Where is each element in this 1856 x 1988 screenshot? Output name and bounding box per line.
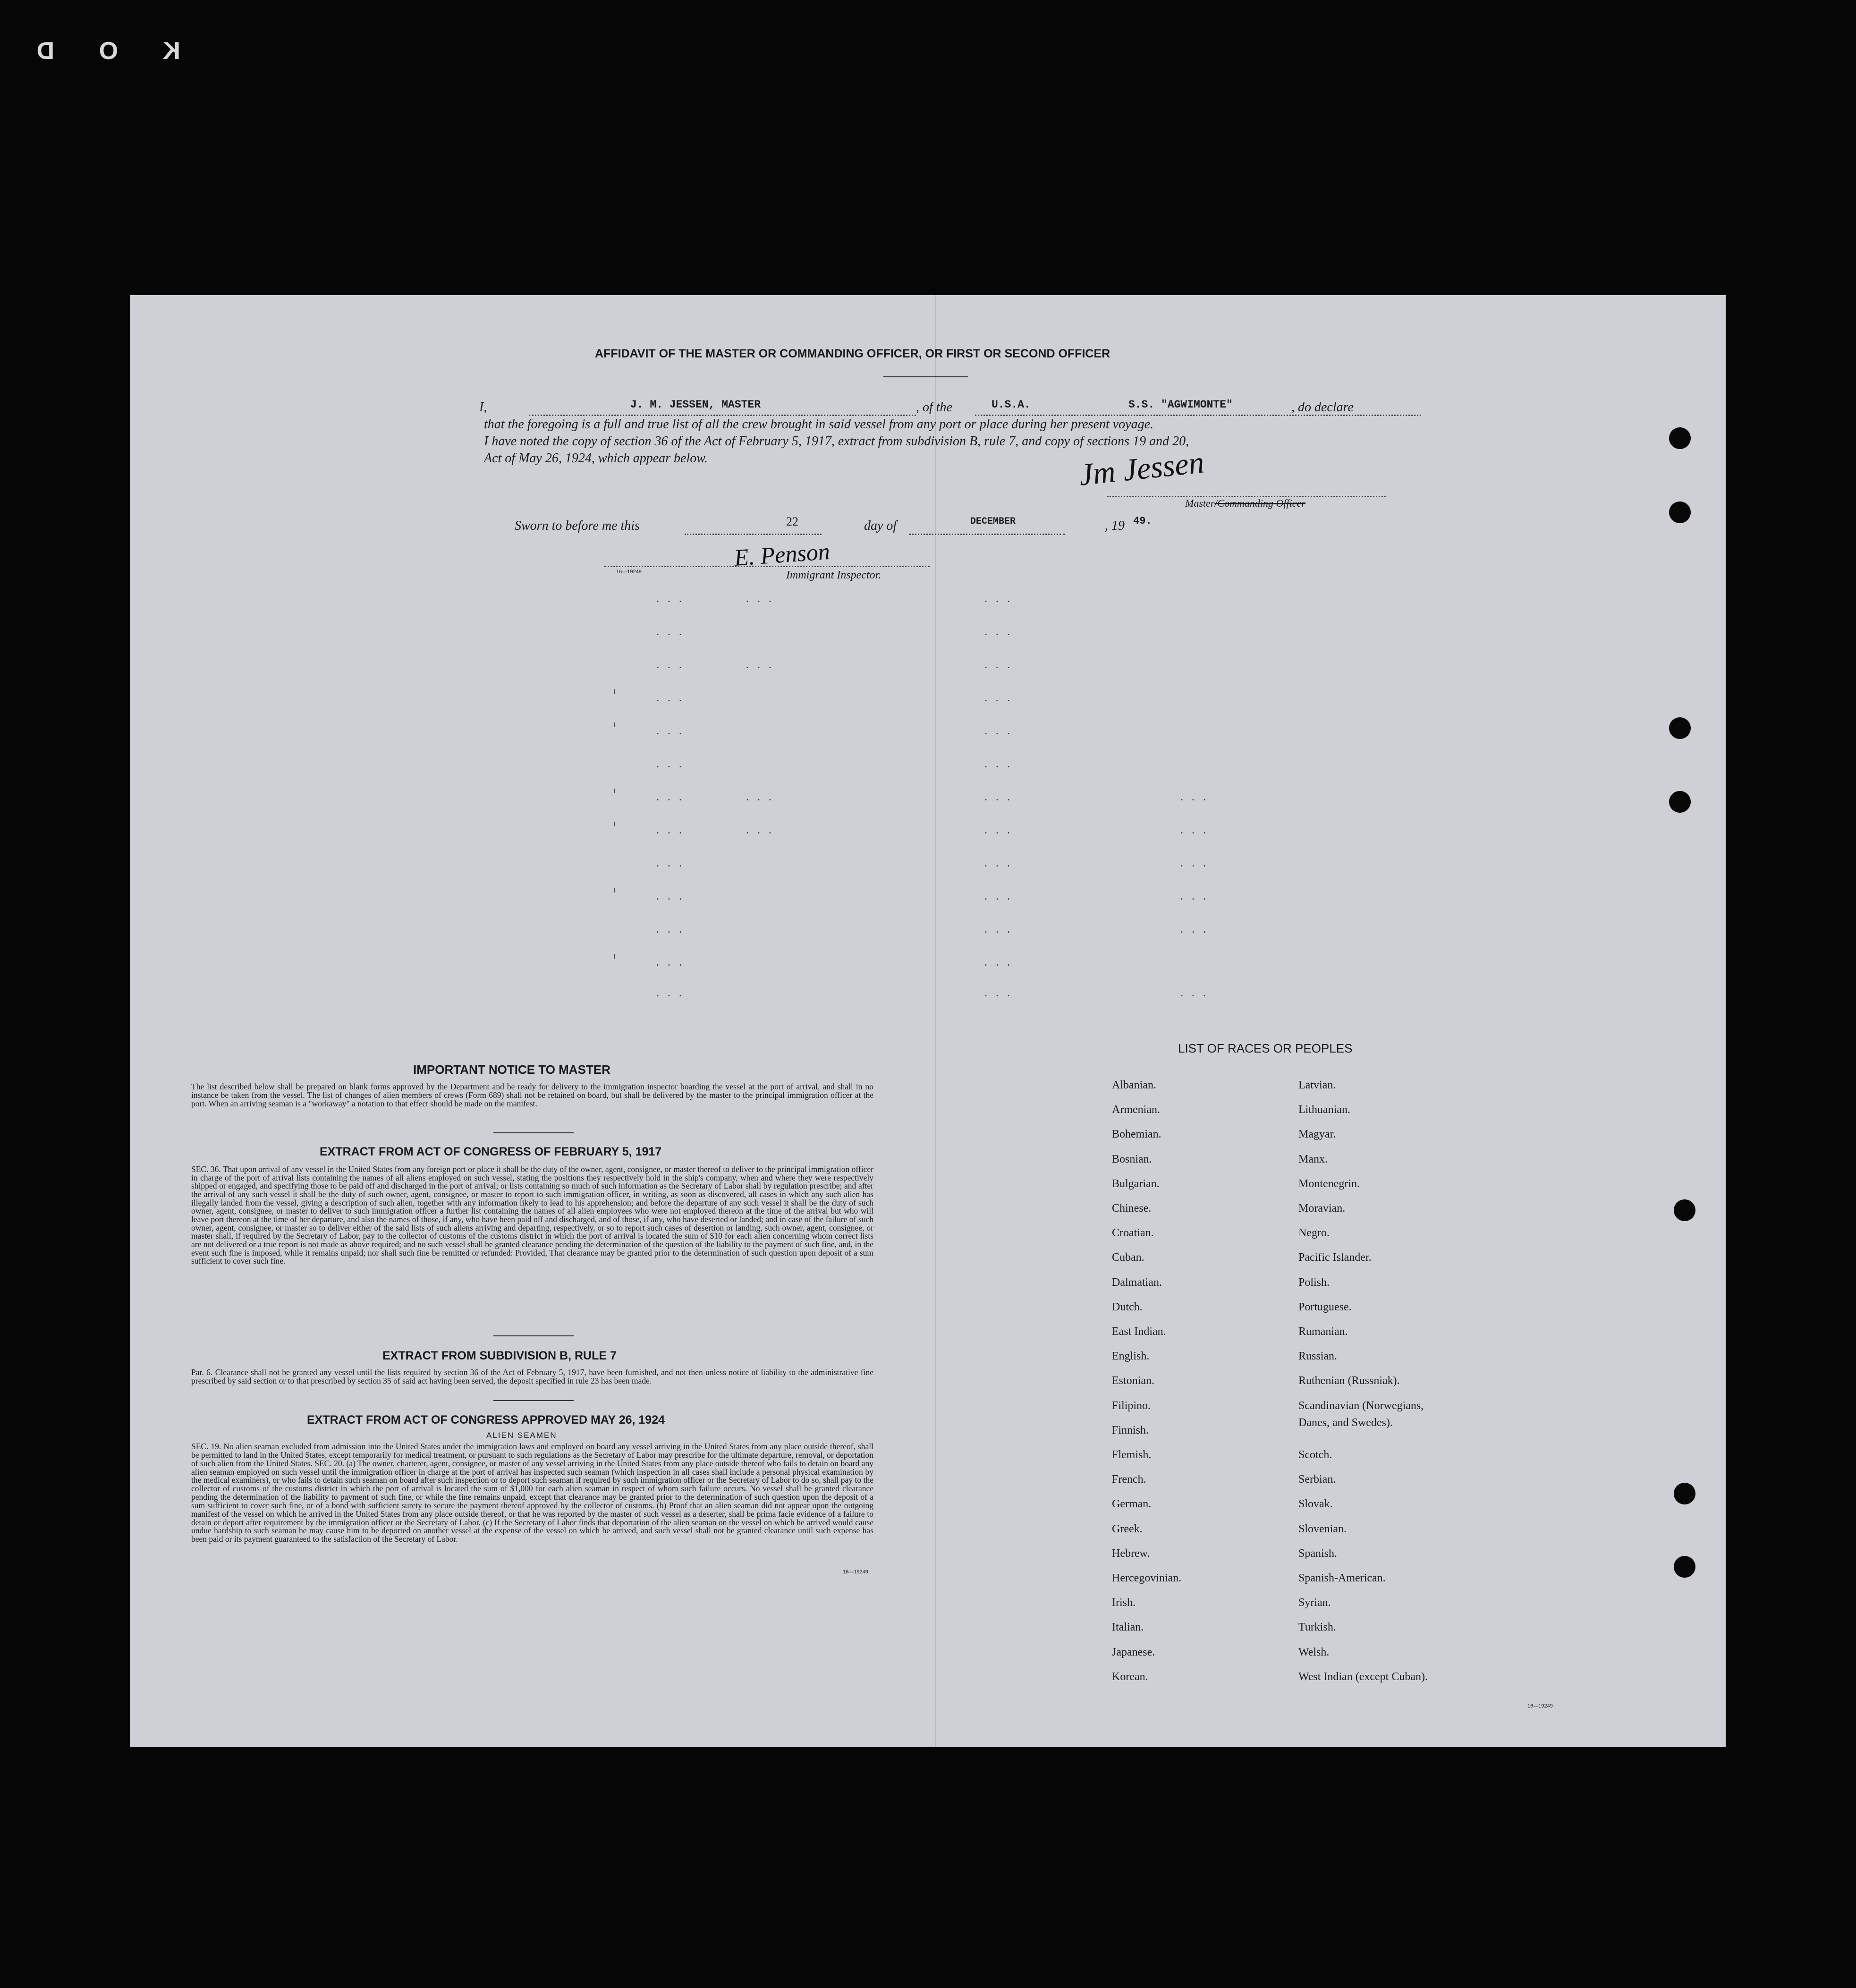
race-item: Magyar.: [1298, 1128, 1336, 1141]
vessel-name-value: S.S. "AGWIMONTE": [1128, 399, 1233, 411]
nationality-value: U.S.A.: [992, 399, 1031, 411]
race-item: Welsh.: [1298, 1646, 1330, 1658]
extract-1917-text: SEC. 36. That upon arrival of any vessel in the United States from any foreign port or place it shall be the duty of the owner, agent, consignee, or master thereof to deliver to the principal immigration officer in charge of the port of arrival lists containing the names of all aliens employed on such vessel, stating the positions they respectively hold in the ship's company, when and where they were respectively shipped or engaged, and specifying those to be paid off and discharged in the port of arrival; or lists containing so much of such information as the Secretary of Labor shall by regulation prescribe; and after the arrival of any such vessel it shall be the duty of such owner, agent, consignee, or master to report to such immigration officer, in writing, as soon as discovered, all cases in which any such alien has illegally landed from the vessel, giving a description of such alien, together with any information likely to lead to his apprehension; and before the departure of any such vessel it shall be the duty of such owner, agent, consignee, or master to deliver to such immigration officer a further list containing the names of all alien employees who were not employed thereon at the time of the arrival but who will leave port thereon at the time of her departure, and also the names of those, if any, who have been paid off and discharged, and of those, if any, who have deserted or landed; and in case of the failure of such owner, agent, consignee, or master so to deliver either of the said lists of such aliens arriving and departing, respectively, or so to report such cases of desertion or landing, such owner, agent, consignee, or master shall, if required by the Secretary of Labor, pay to the collector of customs of the customs district in which the port of arrival is located the sum of $10 for each alien concerning whom correct lists are not delivered or a true report is not made as above required; and no such vessel shall be granted clearance pending the determination of the question of the liability to the payment of such fine, and, in the event such fine is imposed, while it remains unpaid; nor shall such fine be remitted or refunded: Provided, That clearance may be granted prior to the determination of such question upon deposit of a sum sufficient to cover such fine.: [191, 1164, 873, 1266]
row-marks: . . .: [656, 692, 685, 704]
race-item: Slovak.: [1298, 1498, 1333, 1511]
extract-1924-text: SEC. 19. No alien seaman excluded from admission into the United States under the immigration laws and employed on board any vessel arriving in the United States from any place outside thereof, shall be permitted to land in the United States, except temporarily for medical treatment, or pursuant to such regulations as the Secretary of Labor may prescribe for the ultimate departure, removal, or deportation of such alien from the United States. SEC. 20. (a) The owner, charterer, agent, consignee, or master of any vessel arriving in the United States from any place outside thereof who fails to detain on board any alien seaman employed on such vessel until the immigration officer in charge at the port of arrival has inspected such seaman (which inspection in all cases shall include a personal physical examination by the medical examiners), or who fails to detain such seaman on board after such inspection or to deport such seaman if required by such immigration officer or the Secretary of Labor to do so, shall pay to the collector of customs of the customs district in which the port of arrival is located the sum of $1,000 for each alien seaman in respect of whom such failure occurs. No vessel shall be granted clearance pending the determination of the liability to payment of such fine, or while the fine remains unpaid, except that clearance may be granted prior to the determination of such question upon the deposit of a sum sufficient to cover such fine, or of a bond with sufficient surety to secure the payment thereof approved by the collector of customs. (b) Proof that an alien seaman did not appear upon the outgoing manifest of the vessel on which he arrived in the United States from any place outside thereof, or that he was reported by the master of such vessel as a deserter, shall be prima facie evidence of a failure to detain or deport after requirement by the immigration officer or the Secretary of Labor. (c) If the Secretary of Labor finds that deportation of the alien seaman on the vessel on which he arrived would cause undue hardship to such seaman he may cause him to be deported on another vessel at the expense of the vessel on which he arrived, and such vessel shall not be granted clearance until such expense has been paid or its payment guaranteed to the satisfaction of the Secretary of Labor.: [191, 1442, 873, 1544]
row-marks: . . .: [656, 626, 685, 638]
race-item: Russian.: [1298, 1350, 1338, 1363]
sworn-label: Sworn to before me this: [515, 518, 640, 533]
vessel-line: [975, 415, 1421, 416]
race-item: Latvian.: [1298, 1079, 1336, 1091]
affidavit-form-number: 16—19249: [616, 569, 642, 575]
extract-rule7-rule: [493, 1400, 574, 1401]
races-title: LIST OF RACES OR PEOPLES: [1178, 1041, 1353, 1055]
race-item: Rumanian.: [1298, 1325, 1348, 1338]
race-item: Syrian.: [1298, 1597, 1331, 1609]
row-marks: . . .: [746, 593, 774, 605]
race-item: Moravian.: [1298, 1202, 1346, 1215]
race-item: Ruthenian (Russniak).: [1298, 1375, 1400, 1387]
sworn-month-line: [909, 534, 1065, 535]
race-item: Turkish.: [1298, 1621, 1336, 1634]
row-marks: . . .: [656, 593, 685, 605]
row-marks: . . .: [984, 593, 1013, 605]
manifest-sheet: [130, 295, 1726, 1747]
races-form-number: 16—19249: [1527, 1703, 1553, 1709]
race-item: Filipino.: [1112, 1399, 1151, 1412]
inspector-line: [604, 566, 930, 567]
column-tick: [614, 954, 615, 959]
row-marks: . . .: [984, 987, 1013, 999]
row-marks: . . .: [1180, 824, 1209, 836]
row-marks: . . .: [656, 923, 685, 935]
race-item: Lithuanian.: [1298, 1104, 1350, 1116]
extract-1917-title: EXTRACT FROM ACT OF CONGRESS OF FEBRUARY 5, 1917: [320, 1145, 662, 1158]
row-marks: . . .: [656, 956, 685, 969]
column-tick: [614, 689, 615, 694]
punch-hole: [1669, 501, 1691, 523]
column-tick: [614, 722, 615, 727]
of-the-label: , of the: [916, 400, 952, 415]
race-item: Spanish-American.: [1298, 1572, 1386, 1584]
row-marks: . . .: [984, 725, 1013, 737]
master-caption-struck: /Commanding Officer: [1214, 497, 1305, 509]
race-item: Armenian.: [1112, 1104, 1160, 1116]
row-marks: . . .: [984, 956, 1013, 969]
inspector-signature: E. Penson: [733, 537, 831, 571]
row-marks: . . .: [656, 758, 685, 770]
race-item: Cuban.: [1112, 1251, 1144, 1264]
race-item: Hebrew.: [1112, 1547, 1150, 1560]
race-item: Bohemian.: [1112, 1128, 1161, 1141]
race-item: Scandinavian (Norwegians,: [1298, 1399, 1424, 1412]
race-item: Japanese.: [1112, 1646, 1155, 1658]
sworn-day-value: 22: [786, 515, 798, 528]
affidavit-text-line-3: I have noted the copy of section 36 of the Act of February 5, 1917, extract from subdivision B, rule 7, and copy of sections 19 and 20,: [484, 434, 1189, 449]
race-item: Negro.: [1298, 1227, 1330, 1240]
row-marks: . . .: [1180, 890, 1209, 902]
row-marks: . . .: [984, 824, 1013, 836]
row-marks: . . .: [656, 725, 685, 737]
affidavit-text-line-2: that the foregoing is a full and true list of all the crew brought in said vessel from any port or place during her present voyage.: [484, 417, 1154, 432]
race-item: Dalmatian.: [1112, 1276, 1162, 1289]
sworn-day-line: [685, 534, 822, 535]
race-item: Hercegovinian.: [1112, 1572, 1182, 1584]
race-item: Montenegrin.: [1298, 1177, 1360, 1190]
race-item: Manx.: [1298, 1153, 1328, 1165]
extract-1917-rule: [493, 1335, 574, 1336]
inspector-caption: Immigrant Inspector.: [786, 569, 881, 581]
row-marks: . . .: [984, 692, 1013, 704]
sworn-month-value: DECEMBER: [970, 516, 1016, 527]
film-frame-mark: K O D: [17, 37, 180, 65]
extract-1924-form-number: 16—19249: [843, 1569, 868, 1575]
row-marks: . . .: [984, 626, 1013, 638]
extract-1924-title: EXTRACT FROM ACT OF CONGRESS APPROVED MAY 26, 1924: [307, 1413, 665, 1427]
affidavit-title: AFFIDAVIT OF THE MASTER OR COMMANDING OFFICER, OR FIRST OR SECOND OFFICER: [595, 347, 1110, 360]
race-item: Greek.: [1112, 1522, 1143, 1535]
declare-label: , do declare: [1291, 400, 1354, 415]
sheet-fold-line: [935, 295, 936, 1747]
race-item: Albanian.: [1112, 1079, 1156, 1091]
affidavit-title-rule: [883, 376, 968, 377]
row-marks: . . .: [746, 824, 774, 836]
race-item: Irish.: [1112, 1597, 1136, 1609]
race-item: Polish.: [1298, 1276, 1330, 1289]
race-item: Serbian.: [1298, 1473, 1336, 1486]
punch-hole: [1674, 1483, 1695, 1504]
race-item: Flemish.: [1112, 1449, 1152, 1461]
race-item: Pacific Islander.: [1298, 1251, 1372, 1264]
master-caption-word: Master: [1185, 497, 1215, 509]
race-item: East Indian.: [1112, 1325, 1166, 1338]
row-marks: . . .: [656, 987, 685, 999]
extract-rule7-title: EXTRACT FROM SUBDIVISION B, RULE 7: [382, 1349, 617, 1362]
race-item: West Indian (except Cuban).: [1298, 1670, 1428, 1683]
row-marks: . . .: [1180, 987, 1209, 999]
row-marks: . . .: [984, 659, 1013, 671]
row-marks: . . .: [984, 923, 1013, 935]
race-item: Scotch.: [1298, 1449, 1332, 1461]
race-item: Korean.: [1112, 1670, 1148, 1683]
punch-hole: [1669, 791, 1691, 813]
race-item: Dutch.: [1112, 1300, 1143, 1313]
race-item: Estonian.: [1112, 1375, 1154, 1387]
race-item: Bosnian.: [1112, 1153, 1152, 1165]
race-item: Portuguese.: [1298, 1300, 1352, 1313]
row-marks: . . .: [746, 791, 774, 803]
punch-hole: [1674, 1199, 1695, 1221]
row-marks: . . .: [746, 659, 774, 671]
name-line: [529, 415, 916, 416]
row-marks: . . .: [656, 857, 685, 869]
race-item: Finnish.: [1112, 1424, 1149, 1436]
race-item: Italian.: [1112, 1621, 1144, 1634]
race-item: Croatian.: [1112, 1227, 1154, 1240]
punch-hole: [1674, 1556, 1695, 1578]
punch-hole: [1669, 717, 1691, 739]
extract-rule7-text: Par. 6. Clearance shall not be granted any vessel until the lists required by section 36 of the Act of February 5, 1917, have been furnished, and not then unless notice of liability to the administrative fine prescribed by said section or to that prescribed by section 35 of said act having been served, the deposit specified in rule 23 has been made.: [191, 1368, 873, 1385]
row-marks: . . .: [984, 857, 1013, 869]
notice-title: IMPORTANT NOTICE TO MASTER: [413, 1062, 610, 1077]
row-marks: . . .: [656, 659, 685, 671]
day-of-label: day of: [864, 518, 897, 533]
affidavit-i-label: I,: [479, 400, 487, 415]
extract-1924-subtitle: ALIEN SEAMEN: [486, 1431, 557, 1440]
race-item: Spanish.: [1298, 1547, 1338, 1560]
row-marks: . . .: [1180, 923, 1209, 935]
row-marks: . . .: [656, 791, 685, 803]
column-tick: [614, 888, 615, 892]
race-item: German.: [1112, 1498, 1152, 1511]
year-prefix: , 19: [1105, 518, 1125, 533]
race-wrap-line: Danes, and Swedes).: [1298, 1417, 1393, 1429]
notice-rule: [493, 1132, 574, 1133]
row-marks: . . .: [1180, 791, 1209, 803]
row-marks: . . .: [1180, 857, 1209, 869]
row-marks: . . .: [656, 890, 685, 902]
race-item: Chinese.: [1112, 1202, 1152, 1215]
row-marks: . . .: [984, 791, 1013, 803]
race-item: Slovenian.: [1298, 1522, 1347, 1535]
punch-hole: [1669, 427, 1691, 449]
master-name-value: J. M. JESSEN, MASTER: [630, 399, 761, 411]
row-marks: . . .: [984, 758, 1013, 770]
column-tick: [614, 789, 615, 793]
column-tick: [614, 822, 615, 826]
master-signature: Jm Jessen: [1077, 445, 1206, 493]
year-value: 49.: [1133, 515, 1152, 527]
affidavit-text-line-4: Act of May 26, 1924, which appear below.: [484, 451, 708, 466]
race-item: French.: [1112, 1473, 1146, 1486]
master-caption: [1185, 497, 1305, 510]
race-item: English.: [1112, 1350, 1150, 1363]
row-marks: . . .: [656, 824, 685, 836]
notice-text: The list described below shall be prepared on blank forms approved by the Department and be ready for delivery to the immigration inspector boarding the vessel at the port of arrival, and shall in no instance be taken from the vessel. The list of changes of alien members of crews (Form 689) shall not be retained on board, but shall be delivered by the master to the principal immigration officer at the port. When an arriving seaman is a "workaway" a notation to that effect should be made on the manifest.: [191, 1082, 873, 1108]
row-marks: . . .: [984, 890, 1013, 902]
race-item: Bulgarian.: [1112, 1177, 1160, 1190]
